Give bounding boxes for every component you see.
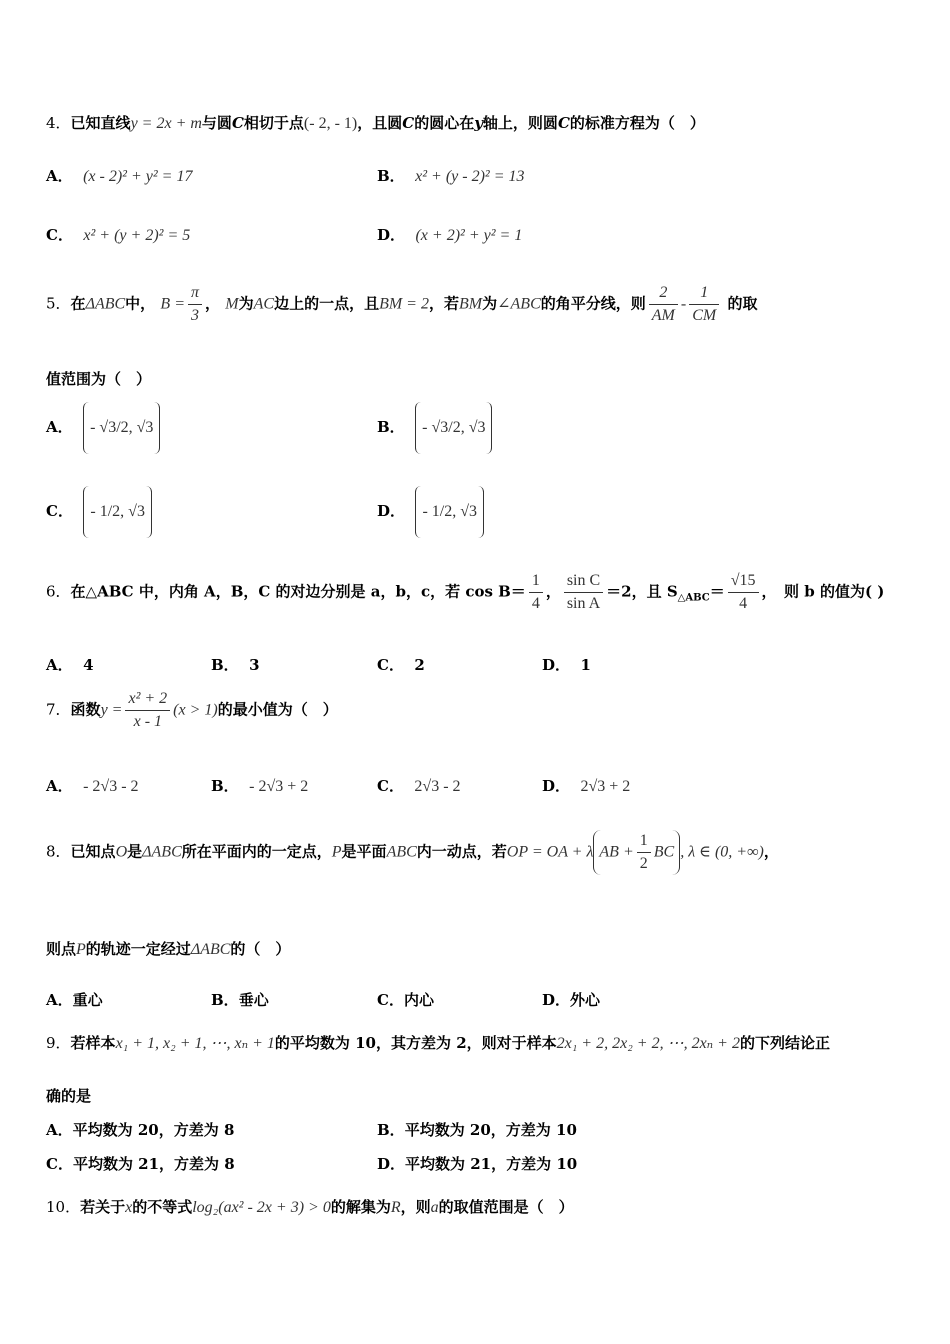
denominator: CM <box>692 307 717 324</box>
question-text: 相切于点 <box>243 114 304 132</box>
question-text: 轴上，则圆 <box>482 114 558 132</box>
question-text: 的下列结论正 <box>739 1034 830 1052</box>
q9-option-a[interactable] <box>46 1119 234 1140</box>
option-label: A． <box>46 1121 73 1139</box>
q7-option-c[interactable] <box>377 775 461 796</box>
math-symbol: P <box>331 843 342 861</box>
math-symbol: x <box>125 1199 133 1216</box>
q9-option-c[interactable] <box>46 1153 235 1174</box>
math-expression: y = 2x + m <box>130 115 202 132</box>
option-label: C． <box>377 656 404 674</box>
question-10 <box>46 1196 574 1217</box>
question-text: 内一动点，若 <box>416 842 507 861</box>
fraction-1-over-cm <box>689 282 719 327</box>
option-value: 1 <box>580 656 591 674</box>
q8-option-d[interactable] <box>542 989 600 1010</box>
option-label: B． <box>377 167 405 185</box>
denominator: 4 <box>739 595 748 612</box>
question-text: 已知直线 <box>70 114 131 132</box>
math-symbol: BM <box>459 295 483 313</box>
option-label: D． <box>377 502 406 520</box>
option-value: 外心 <box>570 991 601 1009</box>
question-number: 10． <box>46 1198 81 1216</box>
math-expression: (- 2, - 1) <box>303 115 358 132</box>
q6-option-b[interactable] <box>211 654 260 675</box>
question-text: ， <box>763 842 779 861</box>
question-text: 所在平面内的一定点， <box>181 842 332 861</box>
q6-option-d[interactable] <box>542 654 591 675</box>
q9-option-d[interactable] <box>377 1153 577 1174</box>
question-text: 确的是 <box>46 1087 92 1105</box>
numerator: x² + 2 <box>125 688 170 711</box>
question-text: ， <box>205 294 221 313</box>
option-label: B． <box>377 418 405 436</box>
question-text: 的圆心在 <box>414 114 475 132</box>
numerator: 1 <box>689 282 719 305</box>
fraction-1-over-4 <box>529 570 543 615</box>
question-text: 是平面 <box>341 842 387 861</box>
math-expression: BM = 2 <box>379 295 429 313</box>
math-expression: y = <box>100 701 123 719</box>
q4-option-b[interactable] <box>377 165 525 186</box>
option-math: 2√3 + 2 <box>580 778 631 795</box>
question-text: ，若 <box>428 294 459 313</box>
option-math: x² + (y - 2)² = 13 <box>415 168 525 185</box>
option-math: 2√3 - 2 <box>414 778 461 795</box>
question-text: 若样本 <box>70 1034 116 1052</box>
question-5 <box>46 282 757 327</box>
math-expression: ΔABC <box>85 295 126 313</box>
math-symbol: C <box>402 114 415 132</box>
q6-option-c[interactable] <box>377 654 425 675</box>
question-text: 是 <box>127 842 143 861</box>
question-text: 的取值范围是（ ） <box>438 1198 574 1216</box>
question-text: 中， <box>125 294 156 313</box>
option-value: 3 <box>249 656 260 674</box>
math-symbol: y <box>474 114 483 132</box>
option-value: 2 <box>414 656 425 674</box>
numerator: 2 <box>649 282 678 305</box>
math-expression: AB + <box>599 843 634 861</box>
math-operator: - <box>680 295 687 313</box>
question-text: ， <box>545 582 561 601</box>
question-number: 7． <box>46 700 71 719</box>
fraction-pi-over-3 <box>188 282 202 327</box>
question-text: 与圆 <box>201 114 232 132</box>
question-number: 4． <box>46 114 71 132</box>
math-expression: 2x₁ + 2, 2x₂ + 2, ⋯, 2xₙ + 2 <box>556 1035 740 1052</box>
math-expression: ΔABC <box>190 941 231 958</box>
option-label: B． <box>377 1121 405 1139</box>
math-expression: B = <box>160 295 185 313</box>
math-symbol: C <box>557 114 570 132</box>
question-text: 在△ABC 中，内角 A，B，C 的对边分别是 a，b，c，若 cos B＝ <box>70 582 526 601</box>
option-value: 平均数为 20，方差为 10 <box>404 1121 577 1139</box>
math-expression: ΔABC <box>142 843 182 861</box>
question-text: 在 <box>70 294 86 313</box>
question-6 <box>46 570 884 615</box>
option-label: A． <box>46 167 73 185</box>
question-text: 的角平分线，则 <box>540 294 646 313</box>
option-value: 内心 <box>403 991 434 1009</box>
option-label: D． <box>377 226 406 244</box>
math-expression: , λ ∈ (0, +∞) <box>680 843 764 861</box>
math-expression: ∠ABC <box>497 295 541 313</box>
question-text: 函数 <box>70 700 101 719</box>
q9-option-b[interactable] <box>377 1119 577 1140</box>
q5-option-d[interactable] <box>377 486 484 538</box>
fraction-2-over-am <box>649 282 678 327</box>
option-math: - √3/2, √3 <box>415 402 492 454</box>
denominator: x - 1 <box>133 713 163 730</box>
option-math: - 2√3 + 2 <box>249 778 309 795</box>
question-text: 的平均数为 10，其方差为 2，则对于样本 <box>274 1034 557 1052</box>
denominator: 3 <box>191 307 199 324</box>
option-label: B． <box>211 777 239 795</box>
question-9-line-2 <box>46 1085 91 1106</box>
option-math: - √3/2, √3 <box>83 402 160 454</box>
question-text: 的轨迹一定经过 <box>85 940 191 958</box>
math-symbol: R <box>390 1199 401 1216</box>
option-label: D． <box>542 656 571 674</box>
math-expression: log₂(ax² - 2x + 3) > 0 <box>192 1199 331 1216</box>
fraction-function <box>125 688 170 733</box>
option-math: x² + (y + 2)² = 5 <box>83 227 191 244</box>
question-text: ，则 <box>400 1198 431 1216</box>
q7-option-a[interactable] <box>46 775 139 796</box>
question-number: 6． <box>46 582 71 601</box>
option-label: C． <box>46 1155 73 1173</box>
fraction-1-over-2 <box>637 830 651 875</box>
vector-equation: OP = OA + λ <box>506 843 594 861</box>
q7-option-d[interactable] <box>542 775 630 796</box>
math-expression: ABC <box>386 843 417 861</box>
question-text: 边上的一点，且 <box>274 294 380 313</box>
q5-option-b[interactable] <box>377 402 492 454</box>
q8-option-c[interactable] <box>377 989 434 1010</box>
q6-option-a[interactable] <box>46 654 94 675</box>
vector-parenthesis <box>593 830 680 875</box>
math-symbol: a <box>430 1199 439 1216</box>
fraction-sqrt15-over-4 <box>728 570 759 615</box>
question-text: ＝ <box>709 582 725 601</box>
option-math: - 1/2, √3 <box>415 486 484 538</box>
option-label: C． <box>377 991 404 1009</box>
math-symbol: M <box>225 295 239 313</box>
question-text: 为 <box>238 294 254 313</box>
numerator: 1 <box>637 830 651 853</box>
option-label: B． <box>211 991 239 1009</box>
question-text: 为 <box>482 294 498 313</box>
option-math: (x + 2)² + y² = 1 <box>415 227 523 244</box>
option-value: 平均数为 20，方差为 8 <box>72 1121 235 1139</box>
option-label: A． <box>46 777 73 795</box>
math-symbol: O <box>115 843 128 861</box>
question-number: 5． <box>46 294 71 313</box>
question-number: 9． <box>46 1034 71 1052</box>
option-label: D． <box>542 991 571 1009</box>
question-5-line-2 <box>46 368 151 389</box>
question-text: ， 则 b 的值为( ) <box>761 582 885 601</box>
q8-option-b[interactable] <box>211 989 269 1010</box>
option-value: 重心 <box>72 991 103 1009</box>
option-label: C． <box>46 502 73 520</box>
question-text: ，且圆 <box>357 114 403 132</box>
q4-option-a[interactable] <box>46 165 192 186</box>
option-label: A． <box>46 656 73 674</box>
q4-option-d[interactable] <box>377 224 522 245</box>
q4-option-c[interactable] <box>46 224 190 245</box>
math-symbol: C <box>231 114 244 132</box>
question-text: 的最小值为（ ） <box>217 700 338 719</box>
denominator: 4 <box>531 595 540 612</box>
option-math: (x - 2)² + y² = 17 <box>83 168 193 185</box>
denominator: AM <box>651 307 675 324</box>
question-8-line-2 <box>46 938 290 959</box>
question-text: 若关于 <box>80 1198 126 1216</box>
option-math: - 2√3 - 2 <box>83 778 139 795</box>
option-value: 平均数为 21，方差为 10 <box>405 1155 578 1173</box>
math-expression: (x > 1) <box>173 701 218 719</box>
q5-option-a[interactable] <box>46 402 160 454</box>
question-text: 则点 <box>46 940 77 958</box>
option-label: A． <box>46 418 73 436</box>
question-text: 的标准方程为（ ） <box>569 114 705 132</box>
math-expression: BC <box>653 843 675 861</box>
question-text: 已知点 <box>70 842 116 861</box>
option-value: 垂心 <box>238 991 269 1009</box>
q5-option-c[interactable] <box>46 486 152 538</box>
question-text: 的取 <box>727 294 758 313</box>
option-label: D． <box>377 1155 406 1173</box>
question-4 <box>46 112 705 133</box>
math-symbol: AC <box>253 295 275 313</box>
numerator: √15 <box>728 570 759 593</box>
question-9 <box>46 1032 830 1053</box>
question-7 <box>46 688 338 733</box>
denominator: sin A <box>566 595 601 612</box>
denominator: 2 <box>639 855 648 872</box>
question-text: 的不等式 <box>132 1198 193 1216</box>
question-8 <box>46 830 779 875</box>
numerator: sin C <box>564 570 603 593</box>
question-text: ＝2，且 S <box>606 582 678 601</box>
numerator: 1 <box>529 570 543 593</box>
question-number: 8． <box>46 842 71 861</box>
question-text: 的（ ） <box>230 940 291 958</box>
question-text: 值范围为（ ） <box>46 370 152 388</box>
option-label: D． <box>542 777 571 795</box>
question-text: 的解集为 <box>330 1198 391 1216</box>
q7-option-b[interactable] <box>211 775 308 796</box>
option-value: 平均数为 21，方差为 8 <box>72 1155 235 1173</box>
numerator: π <box>188 282 202 305</box>
option-math: - 1/2, √3 <box>83 486 152 538</box>
q8-option-a[interactable] <box>46 989 103 1010</box>
option-label: B． <box>211 656 239 674</box>
math-symbol: P <box>76 941 86 958</box>
option-label: A． <box>46 991 73 1009</box>
option-value: 4 <box>83 656 94 674</box>
subscript: △ABC <box>677 592 710 604</box>
fraction-sinc-over-sina <box>564 570 603 615</box>
option-label: C． <box>46 226 73 244</box>
option-label: C． <box>377 777 404 795</box>
math-expression: x₁ + 1, x₂ + 1, ⋯, xₙ + 1 <box>115 1035 275 1052</box>
